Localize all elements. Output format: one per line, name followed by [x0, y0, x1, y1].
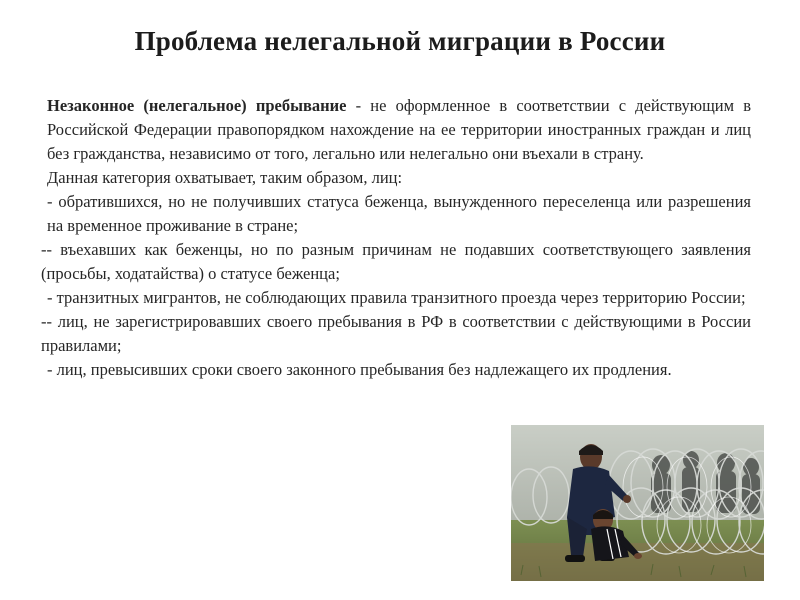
list-item: -- лиц, не зарегистрировавших своего пребывания в РФ в соответствии с действующими в России правилами; — [41, 312, 751, 355]
slide-title: Проблема нелегальной миграции в России — [134, 26, 666, 56]
list-item: - лиц, превысивших сроки своего законного пребывания без надлежащего их продления. — [47, 360, 672, 379]
body-text — [41, 94, 751, 382]
definition-term: Незаконное (нелегальное) пребывание — [47, 96, 347, 115]
definition-text: - не оформленное в соответствии с действующим в Российской Федерации правопорядком нахождение на ее территории иностранных граждан и лиц без гражданства, независимо от того, легально или нелегально они въехали в страну. — [47, 96, 751, 163]
definition-paragraph — [47, 94, 751, 166]
list-item: -- въехавших как беженцы, но по разным причинам не подавших соответствующего заявления (просьбы, ходатайства) о статусе беженца; — [41, 240, 751, 283]
migrants-razor-wire-photo — [511, 425, 764, 581]
category-intro: Данная категория охватывает, таким образом, лиц: — [47, 168, 403, 187]
list-item: - обратившихся, но не получивших статуса беженца, вынужденного переселенца или разрешения на временное проживание в стране; — [47, 192, 751, 235]
list-item: - транзитных мигрантов, не соблюдающих правила транзитного проезда через территорию России; — [47, 288, 746, 307]
